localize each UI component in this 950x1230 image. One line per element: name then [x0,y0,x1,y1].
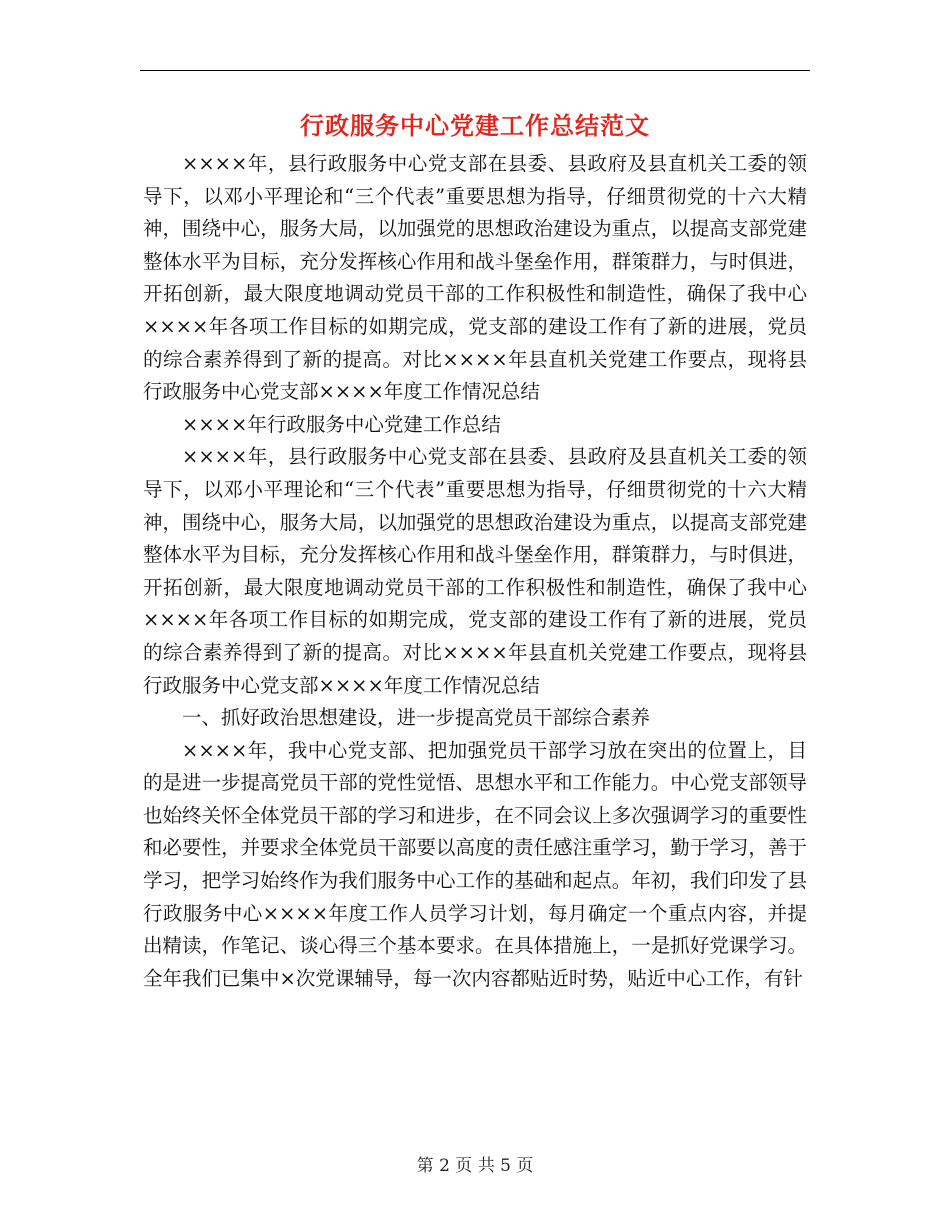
document-body [143,148,807,995]
paragraph-section-1: ××××年，我中心党支部、把加强党员干部学习放在突出的位置上，目的是进一步提高党员干部的党性觉悟、思想水平和工作能力。中心党支部领导也始终关怀全体党员干部的学习和进步，在不同会议上多次强调学习的重要性和必要性，并要求全体党员干部要以高度的责任感注重学习，勤于学习，善于学习，把学习始终作为我们服务中心工作的基础和起点。年初，我们印发了县行政服务中心××××年度工作人员学习计划，每月确定一个重点内容，并提出精读，作笔记、谈心得三个基本要求。在具体措施上，一是抓好党课学习。全年我们已集中×次党课辅导，每一次内容都贴近时势，贴近中心工作，有针 [143,738,807,990]
paragraph-intro: ××××年，县行政服务中心党支部在县委、县政府及县直机关工委的领导下，以邓小平理论和“三个代表”重要思想为指导，仔细贯彻党的十六大精神，围绕中心，服务大局，以加强党的思想政治建设为重点，以提高支部党建整体水平为目标，充分发挥核心作用和战斗堡垒作用，群策群力，与时俱进，开拓创新，最大限度地调动党员干部的工作积极性和制造性，确保了我中心××××年各项工作目标的如期完成，党支部的建设工作有了新的进展，党员的综合素养得到了新的提高。对比××××年县直机关党建工作要点，现将县行政服务中心党支部××××年度工作情况总结 [143,152,807,404]
page-number-footer: 第 2 页 共 5 页 [416,1156,534,1176]
document-title: 行政服务中心党建工作总结范文 [300,111,650,140]
section-heading-1: 一、抓好政治思想建设，进一步提高党员干部综合素养 [182,706,651,730]
paragraph-subtitle: ××××年行政服务中心党建工作总结 [182,412,501,436]
paragraph-intro-repeat: ××××年，县行政服务中心党支部在县委、县政府及县直机关工委的领导下，以邓小平理论和“三个代表”重要思想为指导，仔细贯彻党的十六大精神，围绕中心，服务大局，以加强党的思想政治建设为重点，以提高支部党建整体水平为目标，充分发挥核心作用和战斗堡垒作用，群策群力，与时俱进，开拓创新，最大限度地调动党员干部的工作积极性和制造性，确保了我中心××××年各项工作目标的如期完成，党支部的建设工作有了新的进展，党员的综合素养得到了新的提高。对比××××年县直机关党建工作要点，现将县行政服务中心党支部××××年度工作情况总结 [143,445,807,697]
header-rule [140,70,810,71]
